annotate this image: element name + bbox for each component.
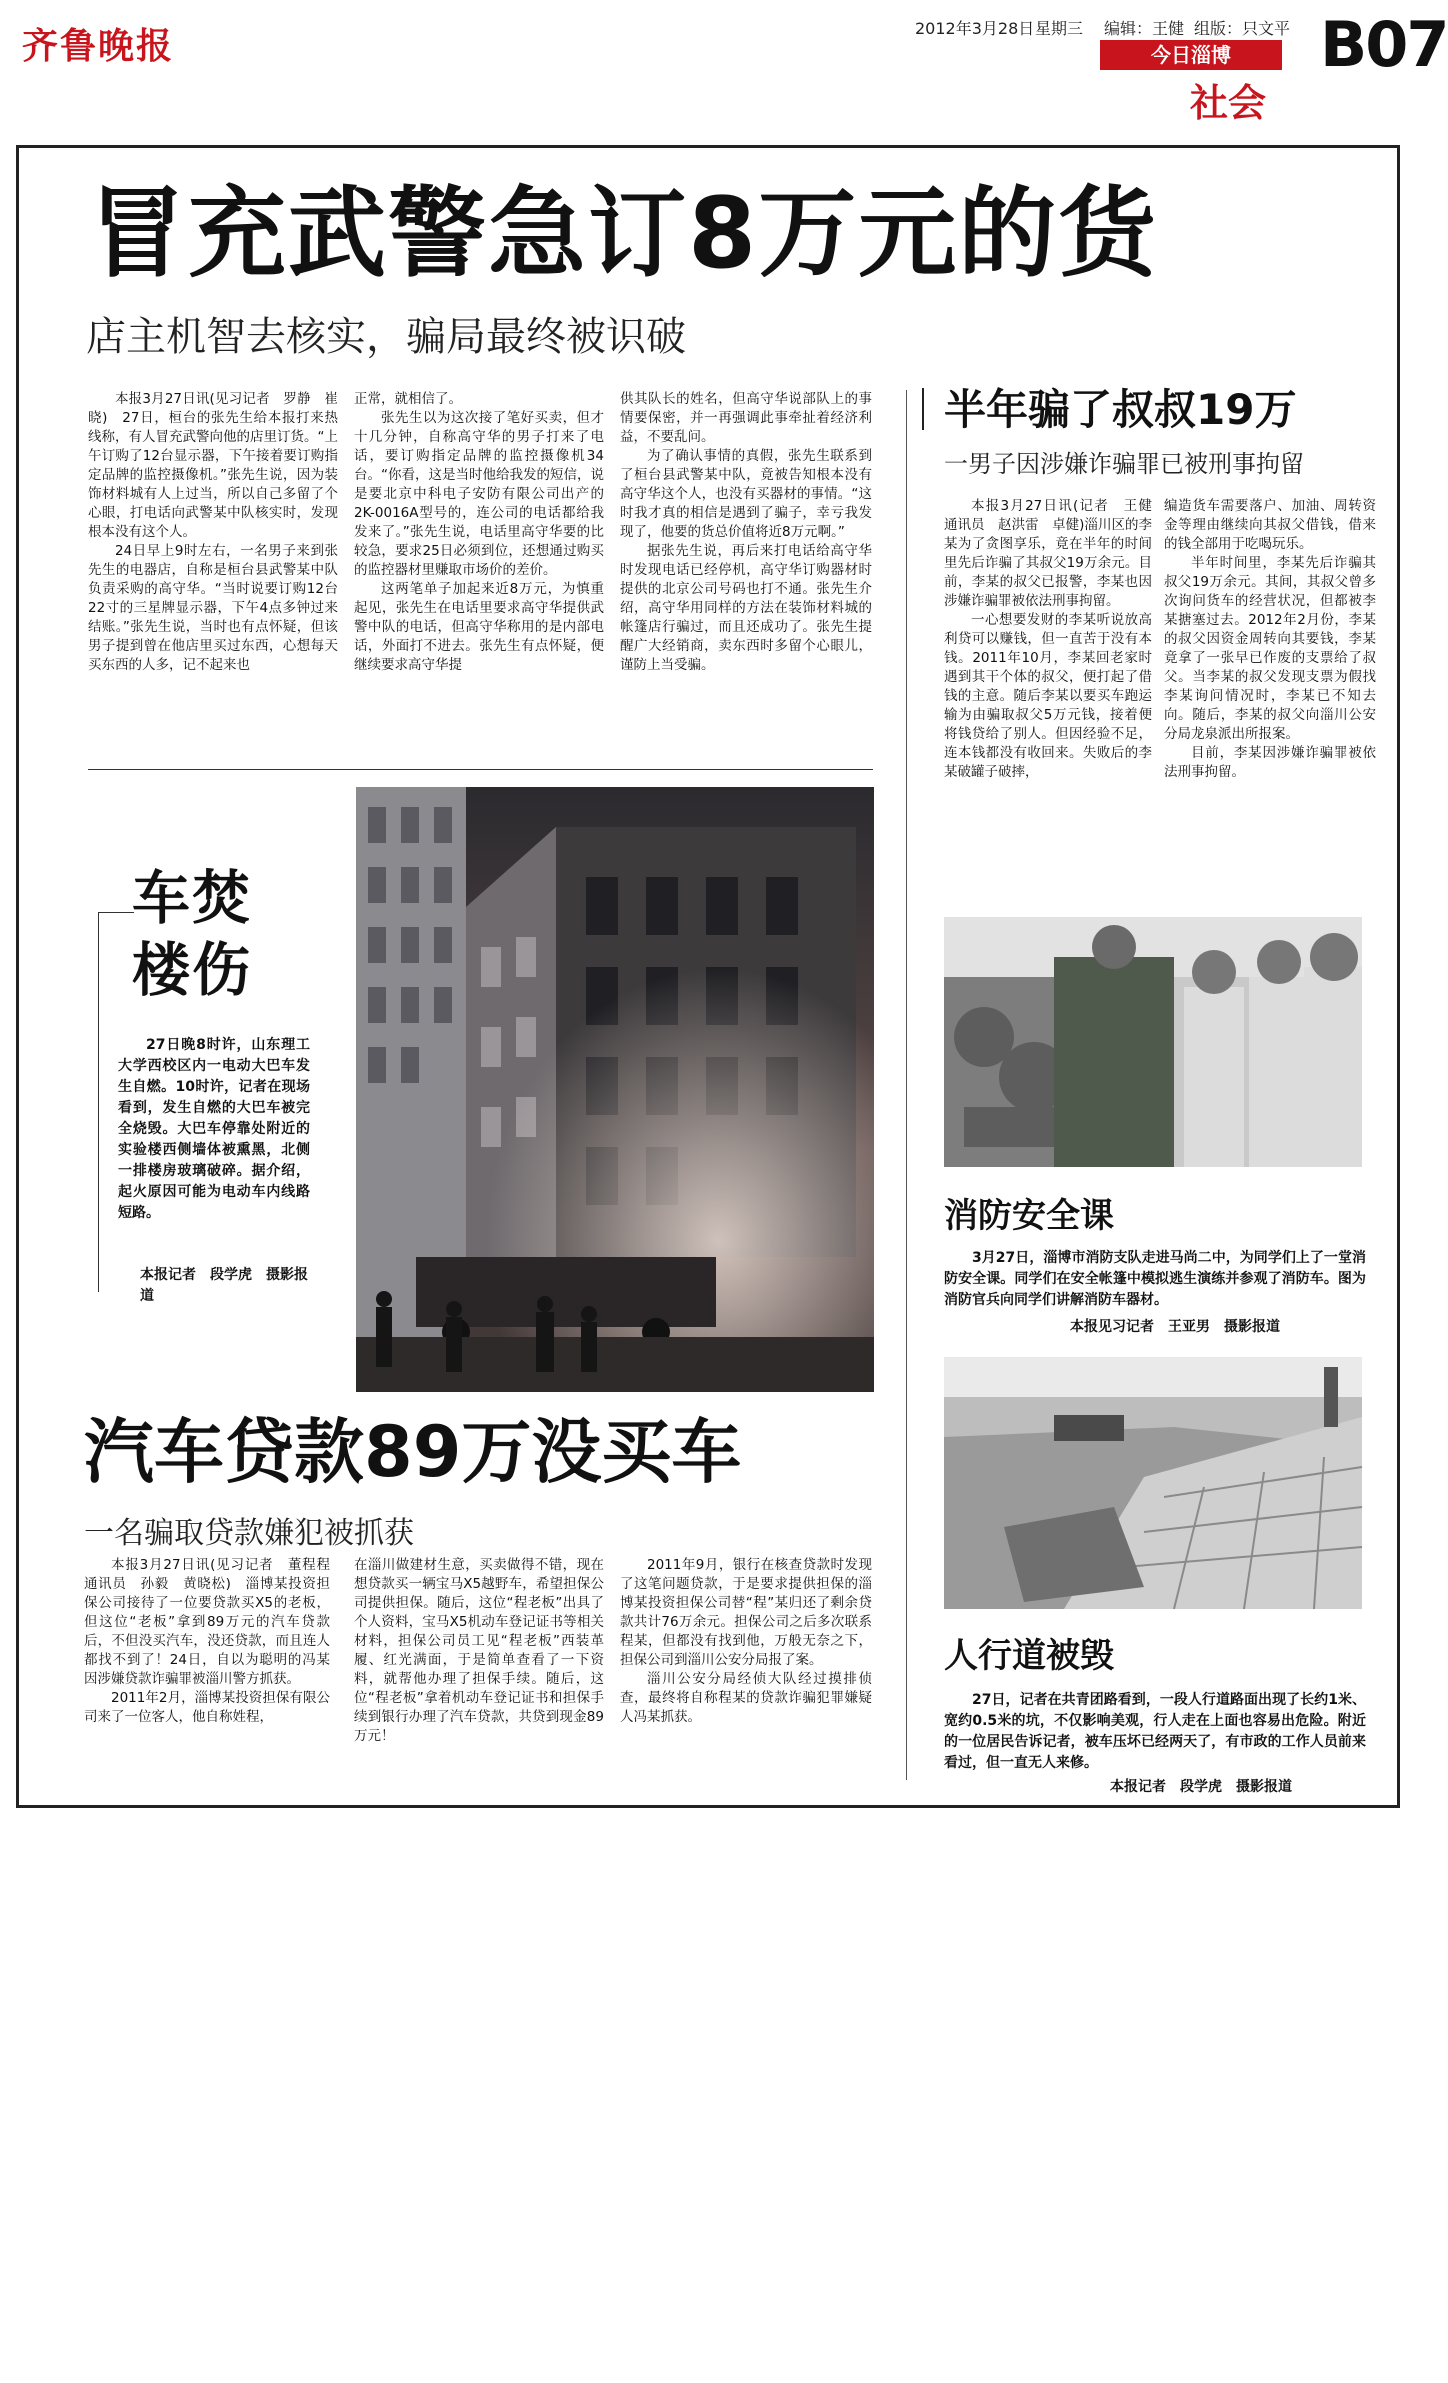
- story1-column-3: [620, 390, 872, 675]
- story2-subhead: 一男子因涉嫌诈骗罪已被刑事拘留: [944, 450, 1304, 478]
- caption-bracket: [98, 912, 134, 913]
- road-title: 人行道被毁: [944, 1636, 1114, 1676]
- story1-column-1: [88, 390, 338, 675]
- headline-marker: [922, 388, 924, 430]
- road-credit: 本报记者 段学虎 摄影报道: [1110, 1779, 1292, 1795]
- story1-column-2: [354, 390, 604, 675]
- paragraph: 在淄川做建材生意，买卖做得不错，现在想贷款买一辆宝马X5越野车，希望担保公司提供担保。随后，这位“程老板”出具了个人资料，宝马X5机动车登记证书等相关材料，担保公司员工见“程老板”西装革履、红光满面，于是简单查看了一下资料，就帮他办理了担保手续。随后，这位“程老板”拿着机动车登记证书和担保手续到银行办理了汽车贷款，共贷到现金89万元！: [354, 1557, 604, 1744]
- fire-safety-photo: [944, 917, 1362, 1167]
- caption-paragraph: 3月27日，淄博市消防支队走进马尚二中，为同学们上了一堂消防安全课。同学们在安全帐篷中模拟逃生演练并参观了消防车。图为消防官兵向同学们讲解消防车器材。: [944, 1250, 1366, 1308]
- story2-column-1: [944, 497, 1166, 782]
- paragraph: 为了确认事情的真假，张先生联系到了桓台县武警某中队，竟被告知根本没有高守华这个人，也没有买器材的事情。“这时我才真的相信是遇到了骗子，幸亏我发现了，他要的货总价值将近8万元啊。”: [620, 448, 872, 540]
- paragraph: 2011年2月，淄博某投资担保有限公司来了一位客人，他自称姓程，: [84, 1690, 330, 1725]
- safety-title: 消防安全课: [944, 1196, 1114, 1236]
- paragraph: 正常，就相信了。: [354, 391, 462, 407]
- story2-column-2: [1164, 497, 1376, 782]
- paragraph: 编造货车需要落户、加油、周转资金等理由继续向其叔父借钱，借来的钱全部用于吃喝玩乐。: [1164, 498, 1376, 552]
- paragraph: 本报3月27日讯(见习记者 董程程 通讯员 孙毅 黄晓松) 淄博某投资担保公司接待了一位要贷款买X5的老板，但这位“老板”拿到89万元的汽车贷款后，不但没买汽车，没还贷款，而且连人都找不到了！24日，自以为聪明的冯某因涉嫌贷款诈骗罪被淄川警方抓获。: [84, 1557, 344, 1687]
- paragraph: 半年时间里，李某先后诈骗其叔父19万余元。其间，其叔父曾多次询问货车的经营状况，但都被李某搪塞过去。2012年2月份，李某的叔父因资金周转向其要钱，李某竟拿了一张早已作废的支票给了叔父。当李某的叔父发现支票为假找李某询问情况时，李某已不知去向。随后，李某的叔父向淄川公安分局龙泉派出所报案。: [1164, 555, 1376, 742]
- divider: [88, 769, 873, 770]
- paragraph: 2011年9月，银行在核查贷款时发现了这笔问题贷款，于是要求提供担保的淄博某投资担保公司替“程”某归还了剩余贷款共计76万余元。担保公司之后多次联系程某，但都没有找到他，万般无奈之下，担保公司到淄川公安分局报了案。: [620, 1557, 872, 1668]
- paragraph: 目前，李某因涉嫌诈骗罪被依法刑事拘留。: [1164, 745, 1376, 780]
- paragraph: 张先生以为这次接了笔好买卖，但才十几分钟，自称高守华的男子打来了电话，要订购指定品牌的监控摄像机34台。“你看，这是当时他给我发的短信，说是要北京中科电子安防有限公司出产的2K-0016A型号的，连公司的电话都给我发来了。”张先生说，电话里高守华要的比较急，要求25日必须到位，还想通过购买的监控器材里赚取市场价的差价。: [354, 410, 604, 578]
- paragraph: 一心想要发财的李某听说放高利贷可以赚钱，但一直苦于没有本钱。2011年10月，李某回老家时遇到其干个体的叔父，便打起了借钱的主意。随后李某以要买车跑运输为由骗取叔父5万元钱，接着便将钱贷给了别人。但因经验不足，连本钱都没有收回来。失败后的李某破罐子破摔，: [944, 612, 1152, 780]
- road-caption: [944, 1690, 1366, 1774]
- fire-caption: [118, 1035, 310, 1224]
- story3-subhead: 一名骗取贷款嫌犯被抓获: [84, 1516, 414, 1551]
- sidewalk-photo: [944, 1357, 1362, 1609]
- page-number: B07: [1320, 8, 1448, 81]
- issue-weekday: 星期三: [1035, 19, 1084, 38]
- column-divider: [906, 390, 907, 1780]
- story1-subhead: 店主机智去核实，骗局最终被识破: [86, 314, 686, 360]
- paragraph: 据张先生说，再后来打电话给高守华时发现电话已经停机，高守华订购器材时提供的北京公司号码也打不通。张先生介绍，高守华用同样的方法在装饰材料城的帐篷店行骗过，而且还成功了。张先生提醒广大经销商，卖东西时多留个心眼儿，谨防上当受骗。: [620, 543, 872, 673]
- fire-credit: 本报记者 段学虎 摄影报道: [140, 1267, 308, 1304]
- fire-title: 车焚楼伤: [132, 864, 253, 1004]
- story3-headline: 汽车贷款89万没买车: [84, 1411, 742, 1493]
- safety-credit: 本报见习记者 王亚男 摄影报道: [1070, 1319, 1280, 1335]
- editor-credit: 编辑：王健: [1104, 19, 1185, 38]
- paragraph: 供其队长的姓名，但高守华说部队上的事情要保密，并一再强调此事牵扯着经济利益，不要乱问。: [620, 391, 872, 445]
- section-tag: 今日淄博: [1100, 40, 1282, 70]
- issue-date: 2012年3月28日: [915, 19, 1035, 38]
- story3-column-1: [84, 1556, 344, 1727]
- paragraph: 淄川公安分局经侦大队经过摸排侦查，最终将自称程某的贷款诈骗犯罪嫌疑人冯某抓获。: [620, 1671, 872, 1725]
- paragraph: 本报3月27日讯(记者 王健 通讯员 赵洪雷 卓健)淄川区的李某为了贪图享乐，竟在半年的时间里先后诈骗了其叔父19万余元。目前，李某的叔父已报警，李某也因涉嫌诈骗罪被依法刑事拘留。: [944, 498, 1166, 609]
- layout-credit: 组版：只文平: [1194, 19, 1291, 38]
- fire-photo: [356, 787, 874, 1392]
- section-name: 社会: [1190, 81, 1267, 125]
- paragraph: 本报3月27日讯(见习记者 罗静 崔晓) 27日，桓台的张先生给本报打来热线称，有人冒充武警向他的店里订货。“上午订购了12台显示器，下午接着要订购指定品牌的监控摄像机。”张先生说，因为装饰材料城有人上过当，所以自己多留了个心眼，打电话向武警某中队核实时，发现根本没有这个人。: [88, 391, 338, 540]
- caption-bracket: [98, 912, 99, 1292]
- caption-paragraph: 27日晚8时许，山东理工大学西校区内一电动大巴车发生自燃。10时许，记者在现场看到，发生自燃的大巴车被完全烧毁。大巴车停靠处附近的实验楼西侧墙体被熏黑，北侧一排楼房玻璃破碎。据介绍，起火原因可能为电动车内线路短路。: [118, 1037, 310, 1221]
- newspaper-logo: 齐鲁晚报: [22, 25, 175, 67]
- paragraph: 这两笔单子加起来近8万元，为慎重起见，张先生在电话里要求高守华提供武警中队的电话，但高守华称用的是内部电话，外面打不进去。张先生有点怀疑，便继续要求高守华提: [354, 581, 604, 673]
- safety-caption: [944, 1248, 1366, 1311]
- story3-column-3: [620, 1556, 872, 1727]
- paragraph: 24日早上9时左右，一名男子来到张先生的电器店，自称是桓台县武警某中队负责采购的高守华。“当时说要订购12台22寸的三星牌显示器，下午4点多钟过来结账。”张先生说，当时也有点怀疑，但该男子提到曾在他店里买过东西，心想每天买东西的人多，记不起来也: [88, 543, 338, 673]
- story2-headline: 半年骗了叔叔19万: [944, 385, 1297, 434]
- story3-column-2: [354, 1556, 604, 1746]
- story1-headline: 冒充武警急订8万元的货: [88, 177, 1159, 291]
- caption-paragraph: 27日，记者在共青团路看到，一段人行道路面出现了长约1米、宽约0.5米的坑，不仅影响美观，行人走在上面也容易出危险。附近的一位居民告诉记者，被车压坏已经两天了，有市政的工作人员前来看过，但一直无人来修。: [944, 1692, 1366, 1771]
